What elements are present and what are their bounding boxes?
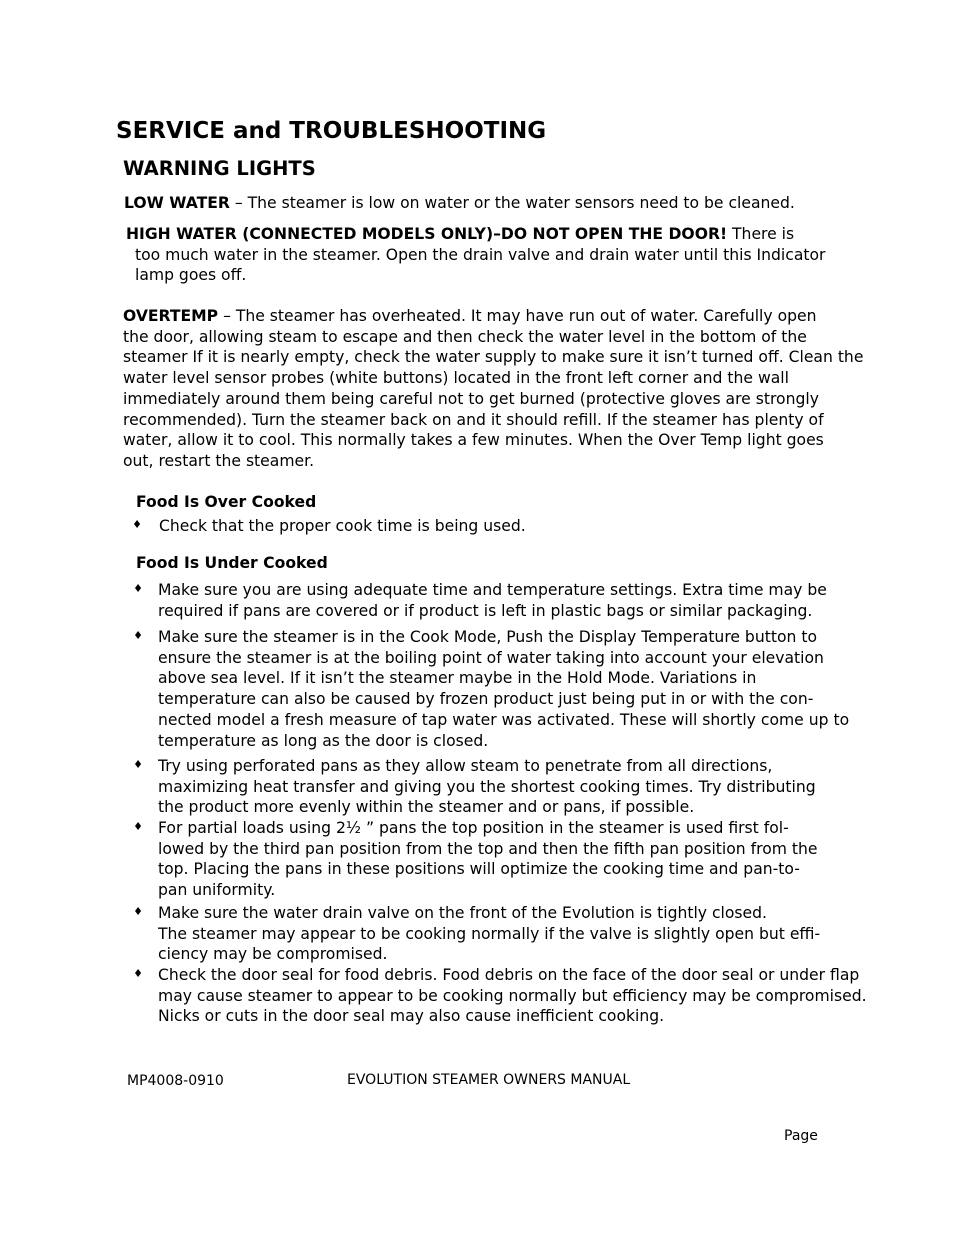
bullet-line: may cause steamer to appear to be cooking normally but efficiency may be compromised. bbox=[158, 986, 867, 1005]
overtemp-line: water level sensor probes (white buttons) located in the front left corner and the wall bbox=[123, 369, 789, 388]
footer-doc-number: MP4008-0910 bbox=[127, 1073, 224, 1089]
list-item bbox=[130, 516, 830, 537]
under-cooked-heading: Food Is Under Cooked bbox=[136, 554, 328, 572]
low-water-label: LOW WATER bbox=[124, 194, 230, 212]
low-water-text: – The steamer is low on water or the water sensors need to be cleaned. bbox=[229, 194, 795, 212]
overtemp-line: immediately around them being careful not to get burned (protective gloves are strongly bbox=[123, 389, 819, 408]
bullet-line: temperature can also be caused by frozen product just being put in or with the con- bbox=[158, 690, 814, 709]
footer-page-label: Page bbox=[784, 1128, 818, 1144]
bullet-line: Check the door seal for food debris. Food debris on the face of the door seal or under flap bbox=[158, 966, 860, 984]
high-water-paragraph bbox=[126, 224, 846, 286]
list-item bbox=[128, 818, 828, 901]
bullet-line: The steamer may appear to be cooking normally if the valve is slightly open but effi- bbox=[158, 924, 821, 943]
bullet-line: top. Placing the pans in these positions will optimize the cooking time and pan-to- bbox=[158, 860, 800, 879]
section-title: WARNING LIGHTS bbox=[123, 157, 316, 180]
overtemp-line: out, restart the steamer. bbox=[123, 451, 315, 470]
bullet-line: Make sure the water drain valve on the front of the Evolution is tightly closed. bbox=[158, 904, 768, 922]
diamond-bullet-icon: ♦ bbox=[133, 629, 143, 642]
bullet-line: above sea level. If it isn’t the steamer maybe in the Hold Mode. Variations in bbox=[158, 669, 757, 688]
bullet-line: Make sure the steamer is in the Cook Mode, Push the Display Temperature button to bbox=[158, 628, 817, 646]
list-item bbox=[128, 965, 867, 1027]
bullet-line: pan uniformity. bbox=[158, 881, 276, 900]
overtemp-line: – The steamer has overheated. It may have run out of water. Carefully open bbox=[218, 307, 817, 325]
bullet-line: For partial loads using 2½ ” pans the top position in the steamer is used first fol- bbox=[158, 819, 789, 837]
diamond-bullet-icon: ♦ bbox=[133, 967, 143, 980]
overtemp-line: recommended). Turn the steamer back on and it should refill. If the steamer has plenty of bbox=[123, 410, 824, 429]
diamond-bullet-icon: ♦ bbox=[132, 518, 142, 531]
overtemp-line: water, allow it to cool. This normally takes a few minutes. When the Over Temp light goes bbox=[123, 431, 824, 450]
bullet-line: ensure the steamer is at the boiling point of water taking into account your elevation bbox=[158, 648, 824, 667]
bullet-line: the product more evenly within the steamer and or pans, if possible. bbox=[158, 798, 695, 817]
over-cooked-heading: Food Is Over Cooked bbox=[136, 493, 317, 511]
bullet-line: Nicks or cuts in the door seal may also cause inefficient cooking. bbox=[158, 1007, 665, 1026]
bullet-line: ciency may be compromised. bbox=[158, 945, 388, 964]
bullet-line: maximizing heat transfer and giving you the shortest cooking times. Try distributing bbox=[158, 777, 816, 796]
high-water-line2: too much water in the steamer. Open the drain valve and drain water until this Indicator bbox=[135, 245, 826, 264]
list-item bbox=[128, 580, 828, 621]
bullet-line: temperature as long as the door is closed. bbox=[158, 731, 489, 750]
high-water-dash: – bbox=[493, 225, 501, 243]
high-water-label: HIGH WATER (CONNECTED MODELS ONLY) bbox=[126, 225, 494, 243]
bullet-line: lowed by the third pan position from the top and then the fifth pan position from the bbox=[158, 839, 818, 858]
bullet-line: Check that the proper cook time is being used. bbox=[159, 517, 526, 535]
overtemp-paragraph bbox=[123, 306, 864, 472]
bullet-line: Try using perforated pans as they allow steam to penetrate from all directions, bbox=[158, 757, 773, 775]
diamond-bullet-icon: ♦ bbox=[133, 820, 143, 833]
page-title: SERVICE and TROUBLESHOOTING bbox=[116, 118, 547, 144]
bullet-line: nected model a fresh measure of tap water was activated. These will shortly come up to bbox=[158, 710, 850, 729]
high-water-line1-rest: There is bbox=[727, 225, 795, 243]
overtemp-line: the door, allowing steam to escape and then check the water level in the bottom of the bbox=[123, 327, 807, 346]
list-item bbox=[128, 627, 850, 751]
diamond-bullet-icon: ♦ bbox=[133, 758, 143, 771]
list-item bbox=[128, 756, 828, 818]
diamond-bullet-icon: ♦ bbox=[133, 905, 143, 918]
high-water-line3: lamp goes off. bbox=[135, 266, 247, 285]
bullet-line: Make sure you are using adequate time and temperature settings. Extra time may be bbox=[158, 581, 827, 599]
list-item bbox=[128, 903, 828, 965]
low-water-paragraph bbox=[124, 193, 844, 214]
high-water-warning: DO NOT OPEN THE DOOR! bbox=[500, 225, 728, 243]
overtemp-line: steamer If it is nearly empty, check the water supply to make sure it isn’t turned off. Clean the bbox=[123, 348, 864, 367]
diamond-bullet-icon: ♦ bbox=[133, 582, 143, 595]
overtemp-label: OVERTEMP bbox=[123, 307, 219, 325]
bullet-line: required if pans are covered or if product is left in plastic bags or similar packaging. bbox=[158, 601, 813, 620]
footer-manual-title: EVOLUTION STEAMER OWNERS MANUAL bbox=[347, 1072, 631, 1088]
